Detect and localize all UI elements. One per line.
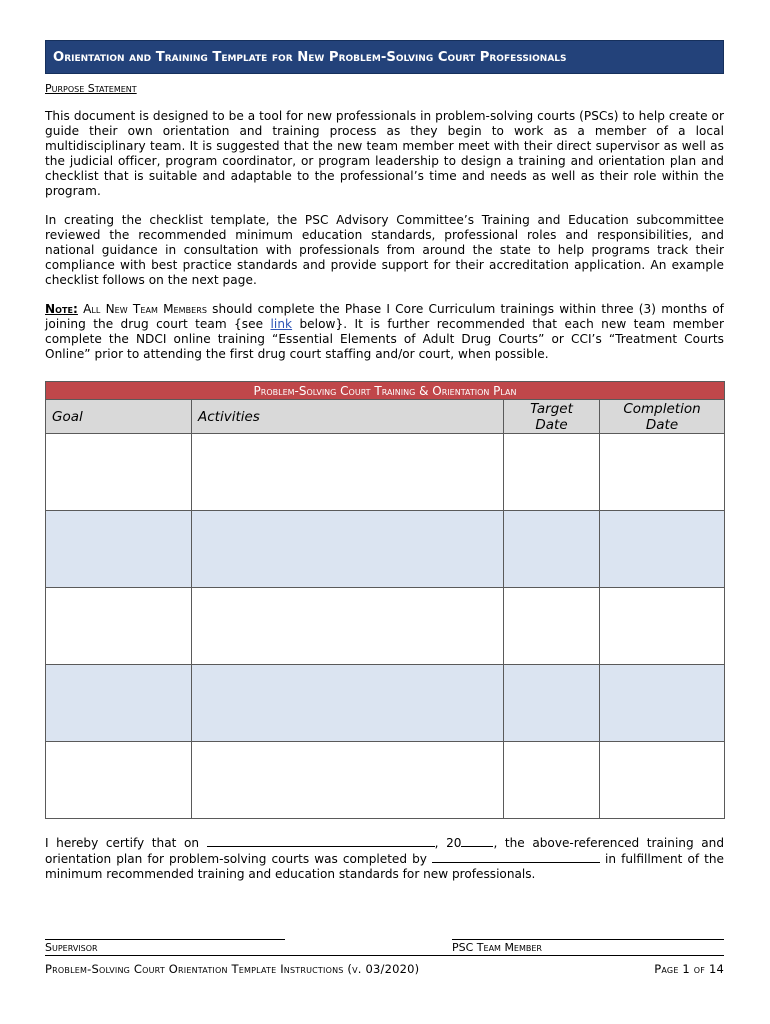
- target-date-cell[interactable]: [504, 588, 600, 665]
- table-row: [46, 434, 725, 511]
- certification-date-blank[interactable]: [207, 835, 435, 847]
- goal-cell[interactable]: [46, 511, 192, 588]
- column-header-target-date: [504, 400, 600, 434]
- completion-date-cell[interactable]: [600, 434, 725, 511]
- target-date-line2: Date: [535, 416, 568, 433]
- team-member-label: PSC Team Member: [452, 941, 542, 954]
- table-row: [46, 742, 725, 819]
- document-title: Orientation and Training Template for New Problem-Solving Court Professionals: [53, 49, 567, 65]
- completion-date-line1: Completion: [623, 400, 701, 417]
- certification-year-blank[interactable]: [461, 835, 493, 847]
- document-title-bar: [45, 40, 724, 74]
- purpose-heading: Purpose Statement: [45, 82, 137, 95]
- document-page: [45, 40, 724, 976]
- goal-cell[interactable]: [46, 742, 192, 819]
- note-text-after-link: below}. It is further recommended that each new team member complete the NDCI online training “Essential Elements of Adult Drug Courts” or CCI’s “Treatment Courts Online” prior to attending the first drug court staffing and/or court, when possible.: [45, 317, 724, 361]
- note-text-before-link: should complete the Phase I Core Curriculum trainings within three (3) months of joining the drug court team {see: [45, 302, 724, 331]
- activities-cell[interactable]: [192, 511, 504, 588]
- activities-cell[interactable]: [192, 588, 504, 665]
- supervisor-signature-line[interactable]: [45, 939, 285, 940]
- table-row: [46, 665, 725, 742]
- completed-by-blank[interactable]: [432, 851, 600, 863]
- note-label: Note:: [45, 302, 78, 316]
- goal-cell[interactable]: [46, 588, 192, 665]
- training-plan-table: [45, 381, 725, 819]
- completion-date-cell[interactable]: [600, 742, 725, 819]
- cert-text-1: I hereby certify that on: [45, 836, 207, 850]
- supervisor-label: Supervisor: [45, 941, 98, 954]
- activities-cell[interactable]: [192, 665, 504, 742]
- table-row: [46, 511, 725, 588]
- target-date-cell[interactable]: [504, 742, 600, 819]
- column-header-activities: Activities: [192, 400, 504, 434]
- plan-table-title: Problem-Solving Court Training & Orientation Plan: [46, 382, 725, 400]
- footer-document-title: Problem-Solving Court Orientation Template Instructions (v. 03/2020): [45, 962, 420, 976]
- table-row: [46, 588, 725, 665]
- cert-text-4: in fulfillment of the minimum recommended training and education standards for new professionals.: [45, 852, 724, 881]
- footer-divider: [45, 955, 724, 956]
- cert-text-2: , 20: [434, 836, 462, 850]
- completion-date-cell[interactable]: [600, 511, 725, 588]
- footer-page-number: Page 1 of 14: [654, 962, 724, 976]
- team-member-signature-line[interactable]: [452, 939, 724, 940]
- completion-date-cell[interactable]: [600, 588, 725, 665]
- target-date-line1: Target: [530, 400, 573, 417]
- activities-cell[interactable]: [192, 742, 504, 819]
- note-paragraph: [45, 302, 724, 362]
- activities-cell[interactable]: [192, 434, 504, 511]
- note-emphasis: All New Team Members: [83, 302, 207, 316]
- purpose-paragraph-2: In creating the checklist template, the PSC Advisory Committee’s Training and Education subcommittee reviewed the recommended minimum education standards, professional roles and responsibilities, and national guidance in consultation with professionals from around the state to help programs track their compliance with best practice standards and provide support for their accreditation application. An example checklist follows on the next page.: [45, 213, 724, 287]
- target-date-cell[interactable]: [504, 665, 600, 742]
- goal-cell[interactable]: [46, 434, 192, 511]
- certification-statement: [45, 835, 724, 882]
- target-date-cell[interactable]: [504, 511, 600, 588]
- completion-date-line2: Date: [645, 416, 679, 433]
- completion-date-cell[interactable]: [600, 665, 725, 742]
- target-date-cell[interactable]: [504, 434, 600, 511]
- column-header-completion-date: [600, 400, 725, 434]
- curriculum-link[interactable]: link: [270, 317, 293, 331]
- column-header-goal: Goal: [46, 400, 192, 434]
- purpose-paragraph-1: This document is designed to be a tool for new professionals in problem-solving courts (PSCs) to help create or guide their own orientation and training process as they begin to work as a member of a local multidisciplinary team. It is suggested that the new team member meet with their direct supervisor as well as the judicial officer, program coordinator, or program leadership to design a training and orientation plan and checklist that is suitable and adaptable to the professional’s time and needs as well as their role within the program.: [45, 109, 724, 198]
- goal-cell[interactable]: [46, 665, 192, 742]
- cert-text-3: , the above-referenced training and orientation plan for problem-solving courts was completed by: [45, 836, 724, 866]
